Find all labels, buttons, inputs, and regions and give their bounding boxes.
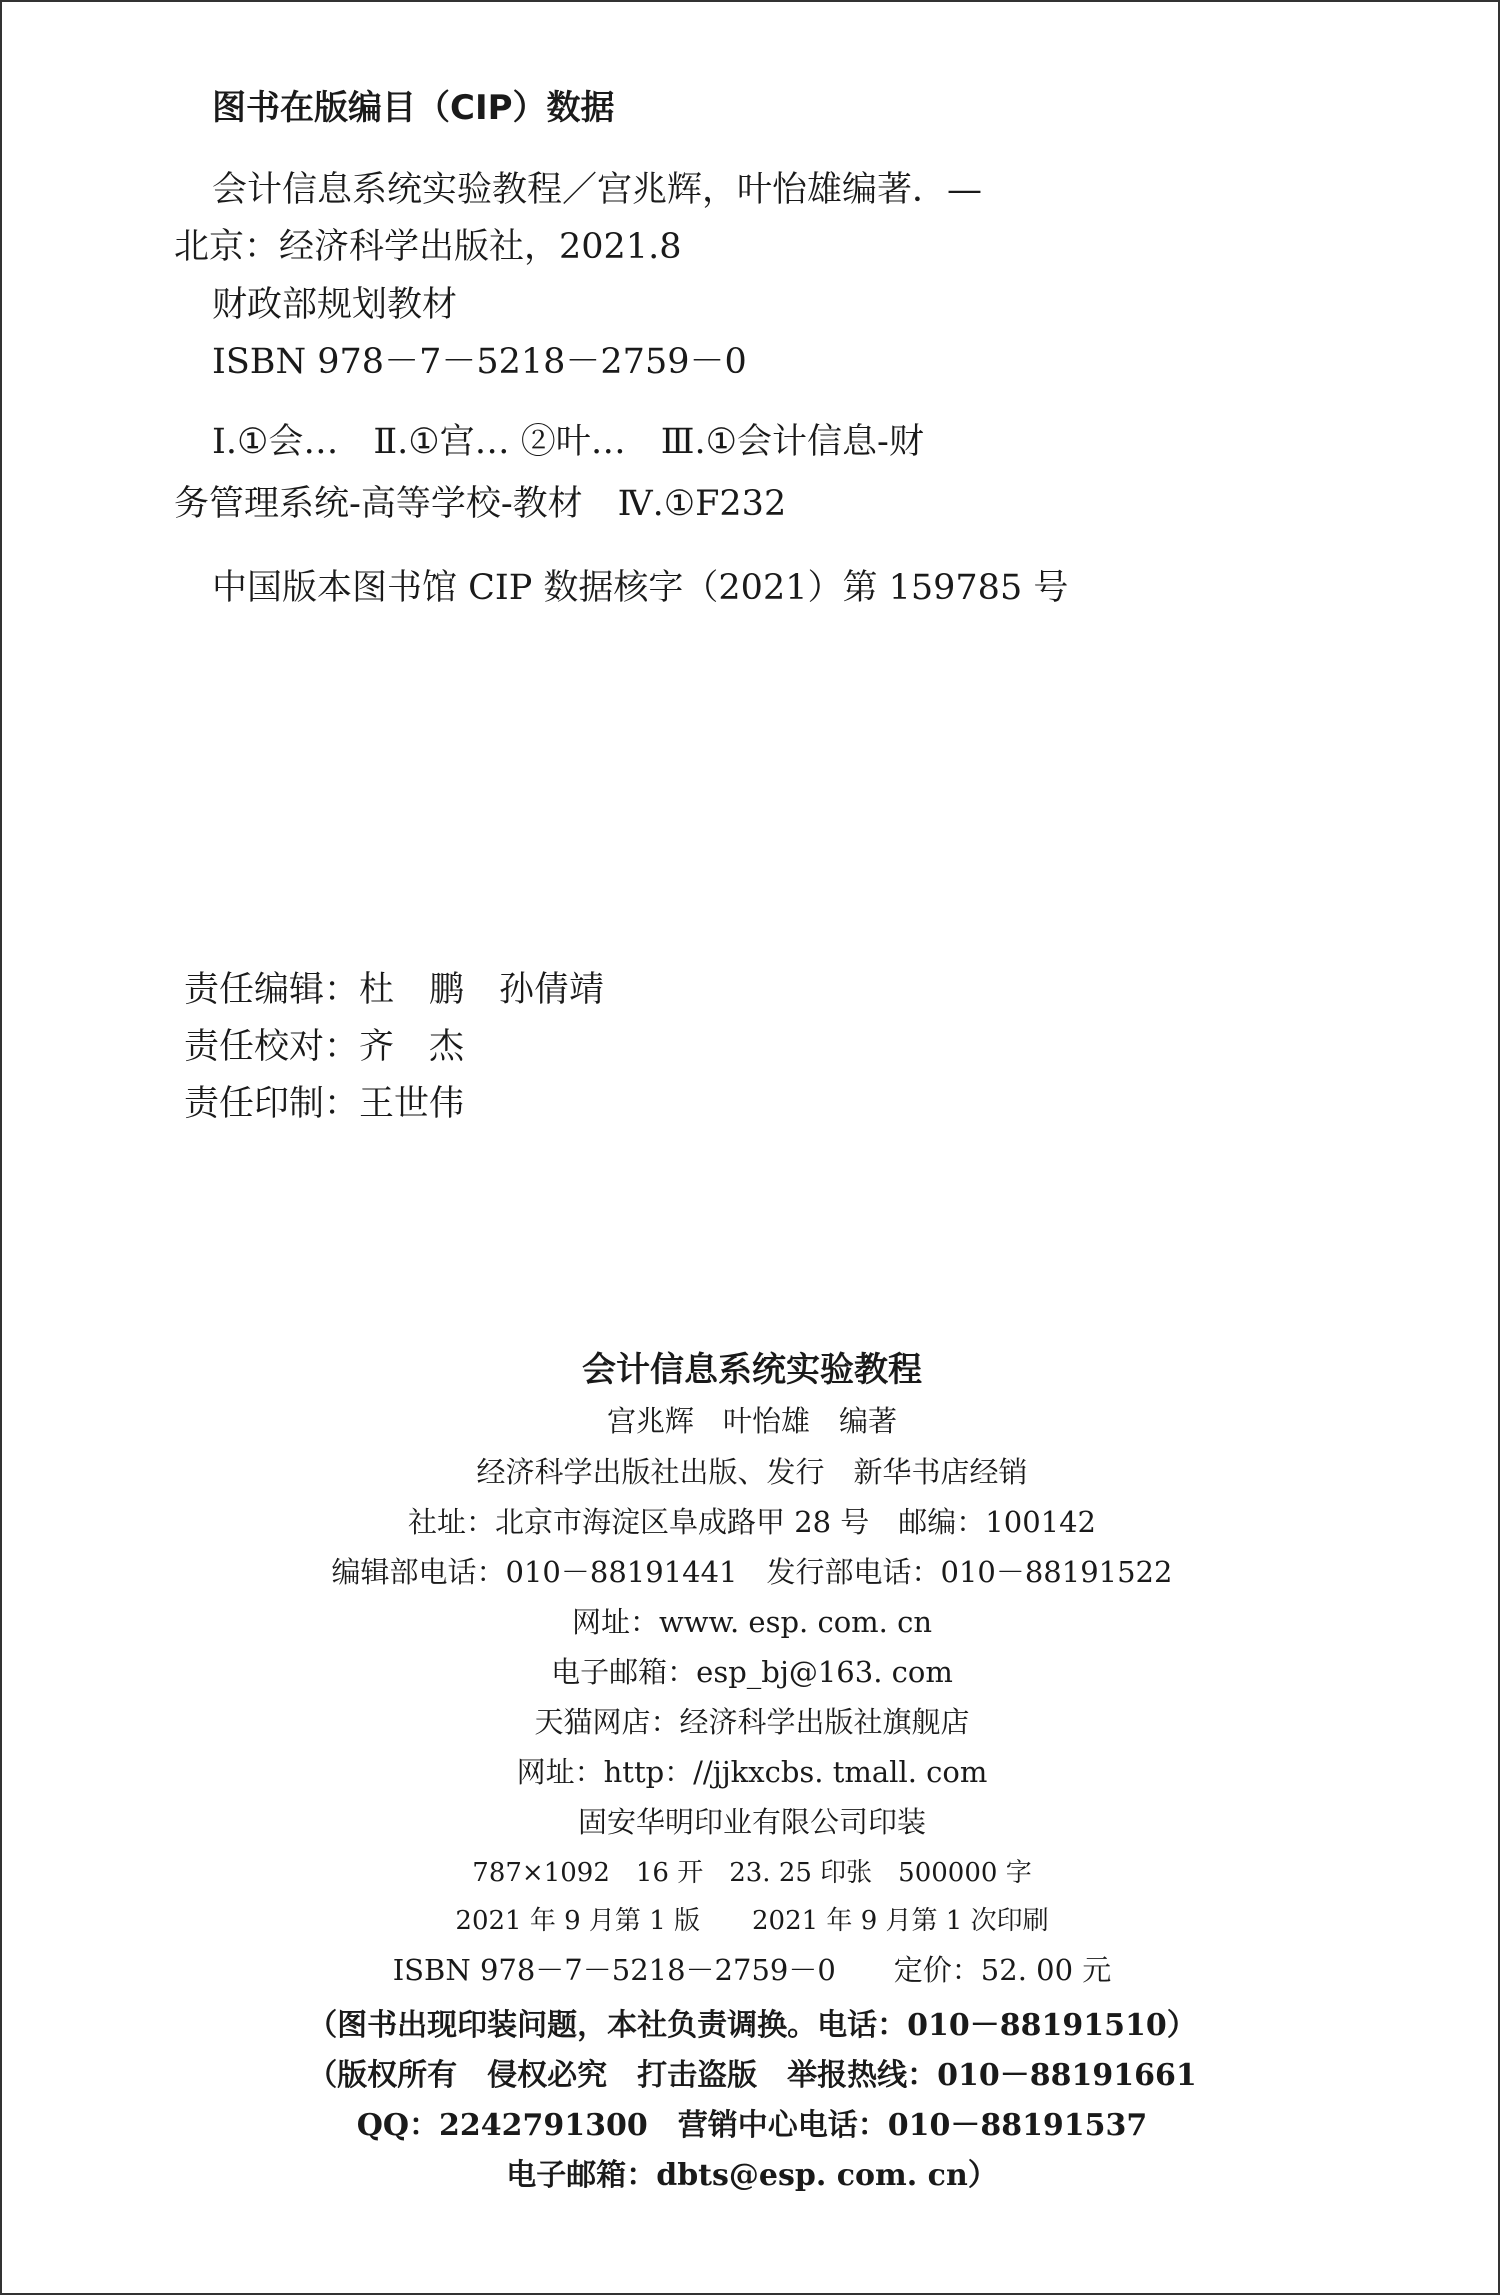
colophon-tmall-url: 网址：http：//jjkxcbs. tmall. com: [516, 1755, 988, 1789]
colophon-tmall-store: 天猫网店：经济科学出版社旗舰店: [534, 1705, 970, 1739]
colophon-format: 787×1092 16 开 23. 25 印张 500000 字: [472, 1858, 1032, 1888]
colophon-edition: 2021 年 9 月第 1 版 2021 年 9 月第 1 次印刷: [455, 1906, 1049, 1936]
colophon-copyright-notice: （版权所有 侵权必究 打击盗版 举报热线：010－88191661: [307, 2058, 1197, 2093]
staff-proofreader: 责任校对：齐 杰: [184, 1027, 465, 1067]
colophon-publisher: 经济科学出版社出版、发行 新华书店经销: [476, 1455, 1028, 1489]
colophon-authors: 宫兆辉 叶怡雄 编著: [606, 1404, 897, 1438]
colophon-address: 社址：北京市海淀区阜成路甲 28 号 邮编：100142: [407, 1505, 1097, 1539]
cip-line-series: 财政部规划教材: [212, 285, 458, 325]
colophon-complaint-email: 电子邮箱：dbts@esp. com. cn）: [506, 2158, 998, 2193]
colophon-title: 会计信息系统实验教程: [582, 1350, 922, 1390]
cip-line-subjects: Ⅰ.①会… Ⅱ.①宫… ②叶… Ⅲ.①会计信息-财: [212, 422, 924, 462]
colophon-defect-notice: （图书出现印装问题，本社负责调换。电话：010－88191510）: [307, 2008, 1197, 2043]
staff-editor: 责任编辑：杜 鹏 孙倩靖: [184, 970, 605, 1010]
cip-heading: 图书在版编目（CIP）数据: [212, 88, 615, 128]
cip-line-subjects-cont: 务管理系统-高等学校-教材 Ⅳ.①F232: [174, 484, 787, 524]
colophon-website: 网址：www. esp. com. cn: [571, 1605, 933, 1639]
colophon-phones: 编辑部电话：010－88191441 发行部电话：010－88191522: [331, 1555, 1173, 1589]
colophon-email: 电子邮箱：esp_bj@163. com: [551, 1655, 953, 1689]
colophon-qq-marketing: QQ：2242791300 营销中心电话：010－88191537: [356, 2108, 1148, 2143]
staff-printing: 责任印制：王世伟: [184, 1084, 465, 1124]
cip-line-title: 会计信息系统实验教程／宫兆辉，叶怡雄编著．—: [212, 170, 983, 210]
colophon-printer: 固安华明印业有限公司印装: [577, 1805, 926, 1839]
cip-line-isbn: ISBN 978－7－5218－2759－0: [212, 342, 747, 382]
cip-line-publisher: 北京：经济科学出版社，2021.8: [174, 227, 682, 267]
colophon-isbn-price: ISBN 978－7－5218－2759－0 定价：52. 00 元: [392, 1953, 1112, 1987]
cip-line-number: 中国版本图书馆 CIP 数据核字（2021）第 159785 号: [212, 568, 1069, 608]
